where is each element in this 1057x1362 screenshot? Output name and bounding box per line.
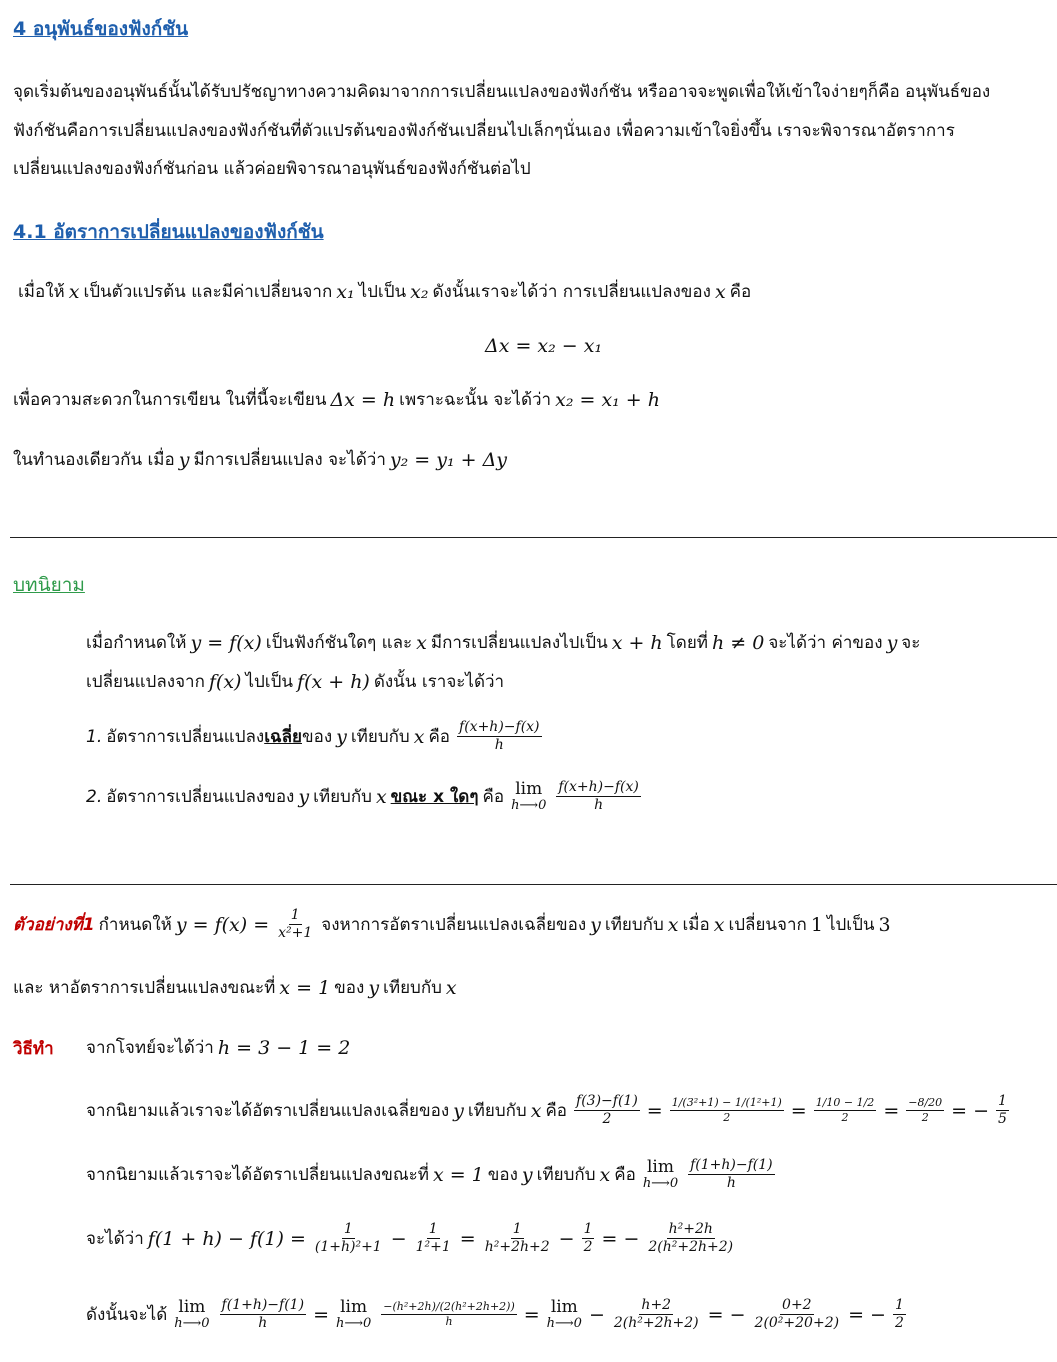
equals: = − bbox=[601, 1227, 640, 1250]
lim-operator: lim bbox=[550, 1297, 578, 1318]
paragraph-delta-x bbox=[18, 278, 751, 305]
fraction bbox=[220, 1298, 307, 1332]
var-x: x bbox=[530, 1099, 542, 1122]
var-y: y bbox=[178, 448, 190, 471]
numerator: −8/20 bbox=[906, 1097, 944, 1111]
emphasis: ขณะ x ใดๆ bbox=[390, 787, 479, 808]
limit bbox=[547, 1299, 582, 1330]
lim-subscript: h⟶0 bbox=[642, 1175, 679, 1191]
equals: = bbox=[459, 1227, 476, 1250]
denominator: h bbox=[726, 1175, 736, 1192]
equation-delta-x: Δx = x₂ − x₁ bbox=[485, 335, 603, 357]
lim-operator: lim bbox=[178, 1297, 206, 1318]
equation-inline: y = f(x) bbox=[190, 631, 262, 654]
text: เทียบกับ bbox=[313, 787, 372, 808]
text: เทียบกับ bbox=[350, 727, 410, 748]
intro-line-3: เปลี่ยนแปลงของฟังก์ชันก่อน แล้วค่อยพิจารณาอนุพันธ์ของฟังก์ชันต่อไป bbox=[13, 159, 531, 179]
denominator: 2(0²+20+2) bbox=[754, 1315, 840, 1332]
fraction bbox=[753, 1298, 842, 1332]
var-x: x bbox=[375, 785, 387, 808]
fraction bbox=[381, 1301, 516, 1328]
numerator: f(1+h)−f(1) bbox=[220, 1298, 307, 1315]
denominator: h bbox=[445, 1315, 453, 1329]
fraction bbox=[893, 1298, 906, 1332]
minus: − bbox=[558, 1227, 575, 1250]
text: ดังนั้น เราจะได้ว่า bbox=[373, 672, 505, 692]
text: เพื่อความสะดวกในการเขียน ในที่นี้จะเขียน bbox=[13, 390, 327, 410]
var-x: x bbox=[416, 631, 427, 654]
text: จากโจทย์จะได้ว่า bbox=[86, 1038, 214, 1058]
fraction bbox=[814, 1097, 877, 1124]
text: ในทำนองเดียวกัน เมื่อ bbox=[13, 450, 175, 470]
numerator: 1 bbox=[582, 1222, 595, 1239]
text: และ หาอัตราการเปลี่ยนแปลงขณะที่ bbox=[13, 978, 276, 998]
text: เทียบกับ bbox=[383, 978, 442, 998]
minus: − bbox=[390, 1227, 407, 1250]
equals: = − bbox=[848, 1303, 886, 1326]
text: เป็นฟังก์ชันใดๆ และ bbox=[265, 633, 413, 653]
text: เทียบกับ bbox=[604, 915, 664, 936]
lim-subscript: h⟶0 bbox=[546, 1315, 582, 1331]
numerator: f(3)−f(1) bbox=[574, 1094, 640, 1111]
numerator: −(h²+2h)/(2(h²+2h+2)) bbox=[381, 1301, 516, 1315]
denominator: x²+1 bbox=[278, 925, 313, 942]
minus: − bbox=[588, 1303, 605, 1326]
numerator: h²+2h bbox=[667, 1222, 715, 1239]
equation-inline: x = 1 bbox=[279, 976, 331, 999]
denominator: h²+2h+2 bbox=[484, 1239, 550, 1256]
numerator: 1 bbox=[427, 1222, 440, 1239]
example-line-1 bbox=[13, 908, 891, 942]
equals: = bbox=[790, 1099, 807, 1122]
text: เทียบกับ bbox=[467, 1101, 527, 1122]
var-x1: x₁ bbox=[336, 280, 355, 303]
var-x: x bbox=[667, 913, 679, 936]
fraction bbox=[276, 908, 314, 942]
emphasis: เฉลี่ย bbox=[264, 727, 302, 748]
var-x2: x₂ bbox=[410, 280, 429, 303]
text: จงหาการอัตราเปลี่ยนแปลงเฉลี่ยของ bbox=[321, 915, 587, 936]
lim-subscript: h⟶0 bbox=[174, 1315, 210, 1331]
definition-line-2 bbox=[86, 668, 504, 695]
intro-line-1: จุดเริ่มต้นของอนุพันธ์นั้นได้รับปรัชญาทางความคิดมาจากการเปลี่ยนแปลงของฟังก์ชัน หรืออาจจะพูดเพื่อให้เข้าใจง่ายๆก็คือ อนุพันธ์ของ bbox=[13, 82, 991, 102]
numerator: 1/(3²+1) − 1/(1²+1) bbox=[670, 1097, 784, 1111]
numerator: 1 bbox=[996, 1094, 1009, 1111]
numerator: 1 bbox=[511, 1222, 524, 1239]
solution-step-3 bbox=[86, 1158, 778, 1192]
example-label: ตัวอย่างที่1 bbox=[13, 915, 95, 936]
var-y: y bbox=[590, 913, 601, 936]
equals: = bbox=[646, 1099, 663, 1122]
fraction bbox=[670, 1097, 784, 1124]
equation-inline: Δx = h bbox=[330, 388, 396, 411]
text: คือ bbox=[614, 1165, 636, 1186]
divider bbox=[10, 537, 1057, 538]
var-y: y bbox=[368, 976, 380, 999]
var-y: y bbox=[453, 1099, 464, 1122]
numerator: f(x+h)−f(x) bbox=[556, 780, 640, 797]
equation-inline: f(1 + h) − f(1) = bbox=[147, 1227, 306, 1250]
var-x: x bbox=[413, 725, 425, 748]
denominator: 2 bbox=[723, 1111, 731, 1125]
text: อัตราการเปลี่ยนแปลง bbox=[106, 727, 265, 748]
item-number: 2. bbox=[86, 786, 103, 807]
numerator: f(x+h)−f(x) bbox=[457, 720, 541, 737]
var-y: y bbox=[886, 631, 898, 654]
text: เมื่อกำหนดให้ bbox=[86, 633, 187, 653]
var-y: y bbox=[521, 1163, 533, 1186]
var-x: x bbox=[445, 976, 457, 999]
fraction bbox=[414, 1222, 453, 1256]
equation-inline: y = f(x) = bbox=[175, 913, 270, 936]
equation-inline: y₂ = y₁ + Δy bbox=[389, 448, 508, 471]
equals: = − bbox=[951, 1099, 990, 1122]
text: ของ bbox=[301, 727, 333, 748]
fraction bbox=[996, 1094, 1009, 1128]
definition-title: บทนิยาม bbox=[13, 574, 85, 596]
text: คือ bbox=[545, 1101, 568, 1122]
numerator: f(1+h)−f(1) bbox=[688, 1158, 775, 1175]
var-y: y bbox=[336, 725, 347, 748]
denominator: 2 bbox=[894, 1315, 904, 1332]
text: ไปเป็น bbox=[245, 672, 294, 692]
number: 1 bbox=[810, 913, 823, 936]
fraction bbox=[646, 1222, 735, 1256]
equation-inline: h ≠ 0 bbox=[712, 631, 765, 654]
equation-inline: h = 3 − 1 = 2 bbox=[217, 1036, 351, 1059]
equation-inline: f(x) bbox=[208, 670, 242, 693]
numerator: 1 bbox=[289, 908, 302, 925]
var-x: x bbox=[68, 280, 80, 303]
fraction bbox=[688, 1158, 775, 1192]
example-line-2 bbox=[13, 974, 457, 1001]
lim-subscript: h⟶0 bbox=[511, 797, 547, 813]
item-number: 1. bbox=[86, 726, 103, 747]
text: จากนิยามแล้วเราจะได้อัตราเปลี่ยนแปลงเฉลี่ยของ bbox=[86, 1101, 450, 1122]
denominator: h bbox=[494, 737, 504, 754]
var-x: x bbox=[713, 913, 725, 936]
text: จะ bbox=[901, 633, 921, 653]
solution-step-2 bbox=[86, 1094, 1012, 1128]
lim-operator: lim bbox=[340, 1297, 368, 1318]
text: ดังนั้นเราจะได้ว่า การเปลี่ยนแปลงของ bbox=[432, 282, 711, 302]
denominator: 2 bbox=[841, 1111, 849, 1125]
text: ของ bbox=[334, 978, 365, 998]
text: เปลี่ยนแปลงจาก bbox=[86, 672, 205, 692]
equals: = bbox=[523, 1303, 540, 1326]
lim-operator: lim bbox=[646, 1157, 674, 1178]
fraction bbox=[582, 1222, 595, 1256]
section-heading: 4 อนุพันธ์ของฟังก์ชัน bbox=[13, 18, 189, 40]
fraction bbox=[457, 720, 541, 754]
var-x: x bbox=[599, 1163, 611, 1186]
text: ดังนั้นจะได้ bbox=[86, 1305, 168, 1326]
text: โดยที่ bbox=[666, 633, 708, 653]
numerator: 1 bbox=[342, 1222, 355, 1239]
var-x: x bbox=[714, 280, 726, 303]
limit bbox=[174, 1299, 209, 1330]
text: คือ bbox=[428, 727, 451, 748]
fraction bbox=[906, 1097, 944, 1124]
fraction bbox=[483, 1222, 552, 1256]
divider bbox=[10, 884, 1057, 885]
text: เมื่อให้ bbox=[18, 282, 65, 302]
subsection-heading: 4.1 อัตราการเปลี่ยนแปลงของฟังก์ชัน bbox=[13, 221, 324, 243]
equals: = bbox=[883, 1099, 900, 1122]
equation-inline: x₂ = x₁ + h bbox=[555, 388, 661, 411]
fraction bbox=[313, 1222, 384, 1256]
text: เปลี่ยนจาก bbox=[728, 915, 807, 936]
text: เทียบกับ bbox=[536, 1165, 596, 1186]
intro-line-2: ฟังก์ชันคือการเปลี่ยนแปลงของฟังก์ชันที่ตัวแปรต้นของฟังก์ชันเปลี่ยนไปเล็กๆนั่นเอง เพื่อความเข้าใจยิ่งขึ้น เราจะพิจารณาอัตราการ bbox=[13, 121, 955, 141]
equation-inline: x = 1 bbox=[432, 1163, 484, 1186]
equals: = − bbox=[707, 1303, 746, 1326]
text: ของ bbox=[487, 1165, 518, 1186]
text: จะได้ว่า bbox=[86, 1229, 144, 1250]
denominator: 1²+1 bbox=[415, 1239, 451, 1256]
denominator: 5 bbox=[998, 1111, 1007, 1128]
text: มีการเปลี่ยนแปลง จะได้ว่า bbox=[193, 450, 386, 470]
definition-item-2 bbox=[86, 780, 644, 814]
limit bbox=[336, 1299, 371, 1330]
text: คือ bbox=[729, 282, 752, 302]
equation-inline: f(x + h) bbox=[297, 670, 370, 693]
text: ไปเป็น bbox=[358, 282, 407, 302]
text: เมื่อ bbox=[682, 915, 710, 936]
denominator: h bbox=[258, 1315, 268, 1332]
definition-item-1 bbox=[86, 720, 545, 754]
denominator: h bbox=[594, 797, 604, 814]
solution-step-4 bbox=[86, 1222, 738, 1256]
text: คือ bbox=[482, 787, 505, 808]
text: กำหนดให้ bbox=[98, 915, 172, 936]
numerator: 1/10 − 1/2 bbox=[814, 1097, 877, 1111]
text: เพราะฉะนั้น จะได้ว่า bbox=[399, 390, 552, 410]
denominator: 2(h²+2h+2) bbox=[613, 1315, 699, 1332]
text: จะได้ว่า ค่าของ bbox=[768, 633, 883, 653]
fraction bbox=[556, 780, 640, 814]
denominator: 2 bbox=[921, 1111, 929, 1125]
text: เป็นตัวแปรต้น และมีค่าเปลี่ยนจาก bbox=[83, 282, 333, 302]
solution-step-5 bbox=[86, 1298, 909, 1332]
solution-label: วิธีทำ bbox=[13, 1039, 54, 1059]
limit bbox=[643, 1159, 678, 1190]
denominator: 2 bbox=[602, 1111, 612, 1128]
denominator: 2 bbox=[583, 1239, 593, 1256]
text: จากนิยามแล้วเราจะได้อัตราเปลี่ยนแปลงขณะที่ bbox=[86, 1165, 429, 1186]
text: ไปเป็น bbox=[826, 915, 875, 936]
paragraph-h bbox=[13, 386, 660, 413]
denominator: (1+h)²+1 bbox=[314, 1239, 382, 1256]
lim-subscript: h⟶0 bbox=[335, 1315, 372, 1331]
fraction bbox=[612, 1298, 701, 1332]
text: อัตราการเปลี่ยนแปลงของ bbox=[106, 787, 295, 808]
numerator: 0+2 bbox=[780, 1298, 814, 1315]
numerator: h+2 bbox=[639, 1298, 673, 1315]
limit bbox=[511, 781, 546, 812]
fraction bbox=[574, 1094, 640, 1128]
numerator: 1 bbox=[893, 1298, 906, 1315]
denominator: 2(h²+2h+2) bbox=[648, 1239, 734, 1256]
number: 3 bbox=[878, 913, 891, 936]
definition-line-1 bbox=[86, 629, 920, 656]
equation-inline: x + h bbox=[611, 631, 663, 654]
solution-step-1 bbox=[86, 1034, 350, 1061]
text: มีการเปลี่ยนแปลงไปเป็น bbox=[430, 633, 608, 653]
lim-operator: lim bbox=[515, 779, 543, 800]
var-y: y bbox=[298, 785, 310, 808]
paragraph-delta-y bbox=[13, 446, 507, 473]
equals: = bbox=[313, 1303, 329, 1326]
